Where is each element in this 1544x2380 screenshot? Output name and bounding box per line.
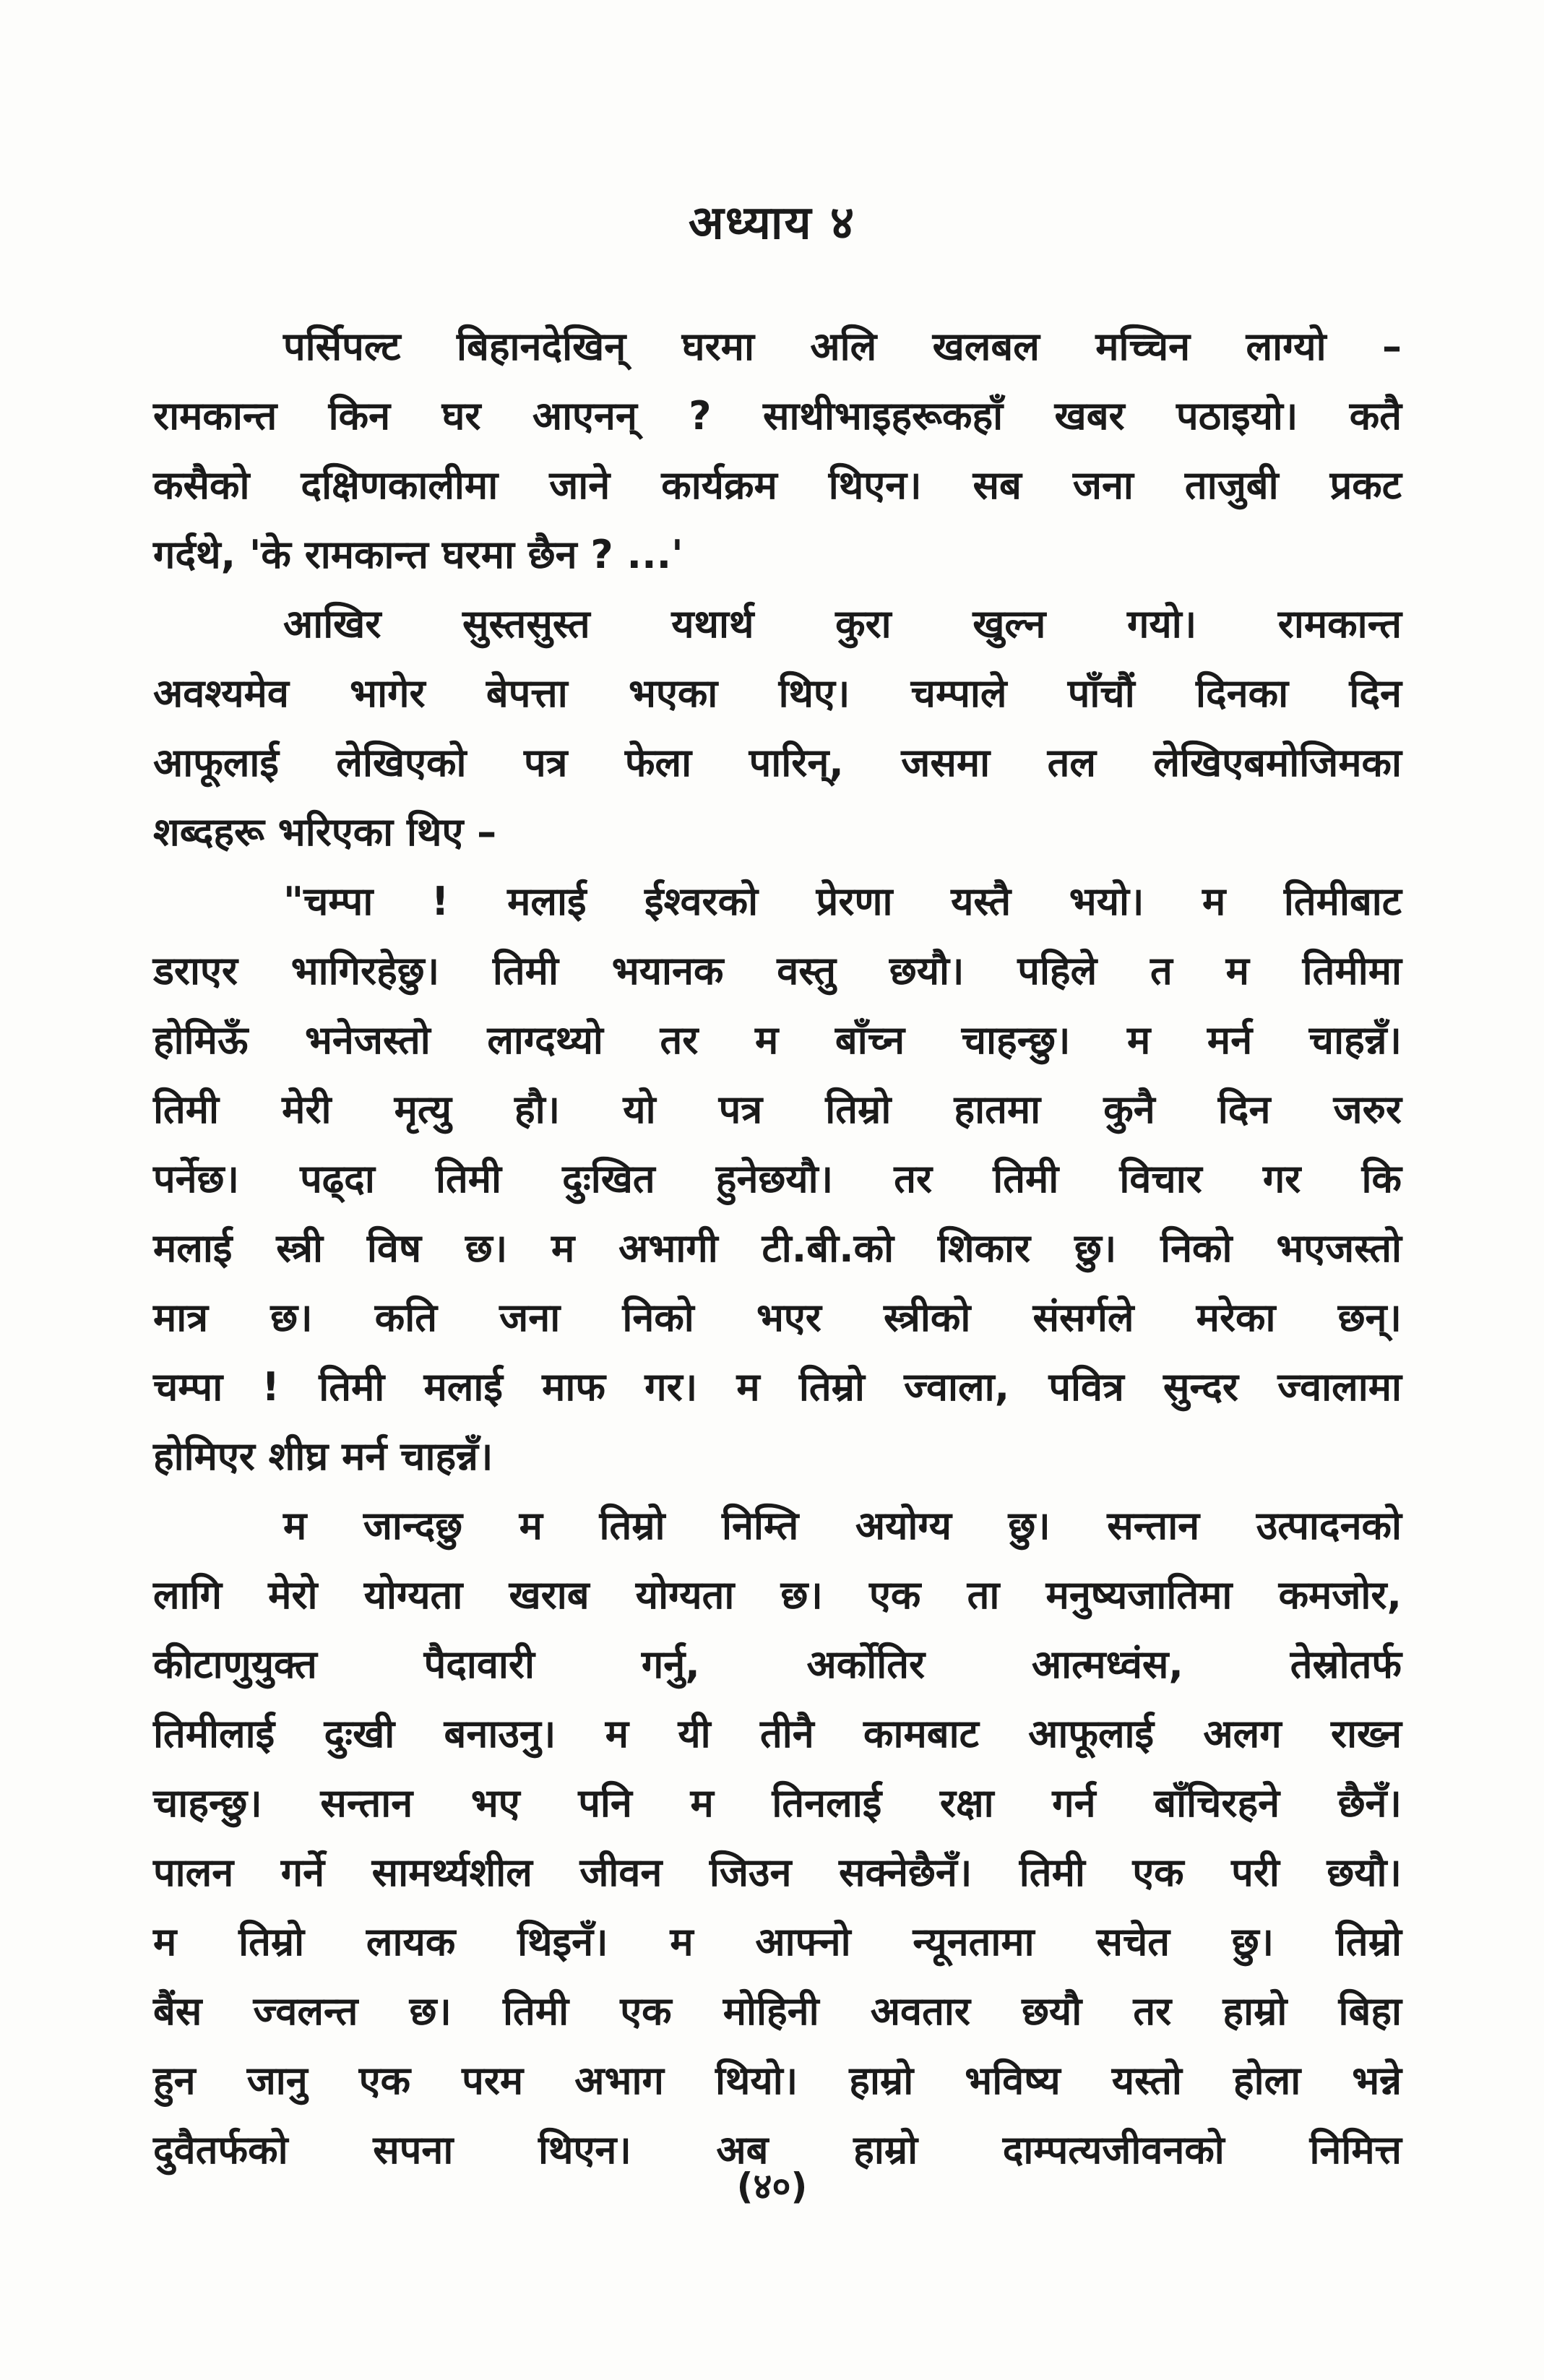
body-text	[153, 312, 1402, 2185]
text-line: मलाई स्त्री विष छ। म अभागी टी.बी.को शिकार छु। निको भएजस्तो	[153, 1225, 1402, 1271]
text-line: "चम्पा ! मलाई ईश्वरको प्रेरणा यस्तै भयो। म तिमीबाट	[283, 879, 1402, 924]
text-line: चाहन्छु। सन्तान भए पनि म तिनलाई रक्षा गर्न बाँचिरहने छैनँ।	[153, 1780, 1402, 1826]
text-line: म जान्दछु म तिम्रो निम्ति अयोग्य छु। सन्तान उत्पादनको	[283, 1503, 1402, 1548]
text-line: कीटाणुयुक्त पैदावारी गर्नु, अर्कोतिर आत्मध्वंस, तेस्रोतर्फ	[153, 1642, 1402, 1687]
paragraph-3	[153, 867, 1402, 1491]
text-line: चम्पा ! तिमी मलाई माफ गर। म तिम्रो ज्वाला, पवित्र सुन्दर ज्वालामा	[153, 1364, 1402, 1410]
text-line: लागि मेरो योग्यता खराब योग्यता छ। एक ता मनुष्यजातिमा कमजोर,	[153, 1572, 1402, 1618]
text-line: होमिऊँ भनेजस्तो लाग्दथ्यो तर म बाँच्न चाहन्छु। म मर्न चाहन्नँ।	[153, 1017, 1402, 1063]
text-line: म तिम्रो लायक थिइनँ। म आफ्नो न्यूनतामा सचेत छु। तिम्रो	[153, 1919, 1402, 1965]
text-line: आखिर सुस्तसुस्त यथार्थ कुरा खुल्न गयो। रामकान्त	[283, 601, 1402, 647]
text-line: आफूलाई लेखिएको पत्र फेला पारिन्, जसमा तल लेखिएबमोजिमका	[153, 740, 1402, 785]
text-line: तिमी मेरी मृत्यु हौ। यो पत्र तिम्रो हातमा कुनै दिन जरुर	[153, 1087, 1402, 1132]
text-line: बैंस ज्वलन्त छ। तिमी एक मोहिनी अवतार छयौ तर हाम्रो बिहा	[153, 1988, 1402, 2034]
paragraph-1	[153, 312, 1402, 590]
text-line: होमिएर शीघ्र मर्न चाहन्नँ।	[153, 1433, 493, 1479]
text-line: मात्र छ। कति जना निको भएर स्त्रीको संसर्गले मरेका छन्।	[153, 1295, 1402, 1340]
text-line: रामकान्त किन घर आएनन् ? साथीभाइहरूकहाँ खबर पठाइयो। कतै	[153, 393, 1402, 439]
paragraph-2	[153, 590, 1402, 867]
chapter-title: अध्याय ४	[688, 197, 856, 250]
text-line: पालन गर्ने सामर्थ्यशील जीवन जिउन सक्नेछैनँ। तिमी एक परी छयौ।	[153, 1850, 1402, 1895]
text-line: तिमीलाई दुःखी बनाउनु। म यी तीनै कामबाट आफूलाई अलग राख्न	[153, 1711, 1402, 1756]
text-line: शब्दहरू भरिएका थिए –	[153, 809, 497, 855]
text-line: हुन जानु एक परम अभाग थियो। हाम्रो भविष्य यस्तो होला भन्ने	[153, 2058, 1402, 2103]
text-line: कसैको दक्षिणकालीमा जाने कार्यक्रम थिएन। सब जना ताजुबी प्रकट	[153, 462, 1402, 508]
text-line: पर्सिपल्ट बिहानदेखिन् घरमा अलि खलबल मच्चिन लाग्यो –	[283, 324, 1402, 369]
text-line: पर्नेछ। पढ्दा तिमी दुःखित हुनेछयौ। तर तिमी विचार गर कि	[153, 1156, 1402, 1202]
text-line: दुवैतर्फको सपना थिएन। अब हाम्रो दाम्पत्यजीवनको निमित्त	[153, 2127, 1402, 2173]
text-line: डराएर भागिरहेछु। तिमी भयानक वस्तु छयौ। पहिले त म तिमीमा	[153, 948, 1402, 993]
text-line: अवश्यमेव भागेर बेपत्ता भएका थिए। चम्पाले पाँचौं दिनका दिन	[153, 671, 1402, 716]
text-line: गर्दथे, 'के रामकान्त घरमा छैन ? ...'	[153, 532, 683, 577]
paragraph-4	[153, 1491, 1402, 2185]
page-number: (४०)	[736, 2165, 808, 2207]
